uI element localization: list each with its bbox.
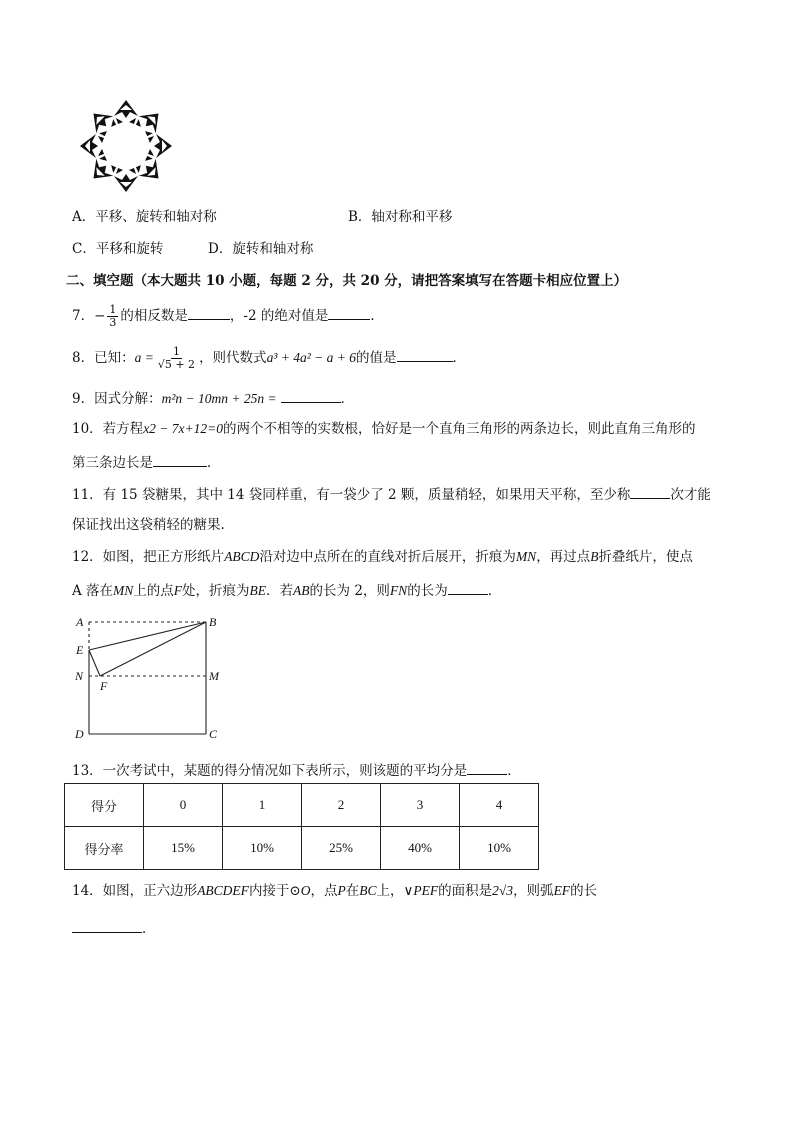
q8-var: a = <box>134 350 154 365</box>
q8-frac-den: √5 + 2 <box>157 358 196 371</box>
q8-text-2: 的值是 <box>356 350 397 366</box>
q9-text: 9．因式分解： <box>72 391 162 407</box>
q7-blank-1[interactable] <box>188 305 230 320</box>
q14-text-c: ，点 <box>310 883 338 899</box>
q14-hexagon: ABCDEF <box>197 883 249 898</box>
q10-end: ． <box>207 455 221 471</box>
section-2-heading: 二、填空题（本大题共 10 小题，每题 2 分，共 20 分，请把答案填写在答题卡相应位置上） <box>66 273 628 289</box>
motif-shape <box>85 105 119 139</box>
q12-text-a: 12．如图，把正方形纸片 <box>72 549 225 565</box>
q12-text-j: 的长为 <box>407 583 448 599</box>
q12-be: BE <box>249 583 267 598</box>
question-12-line-1 <box>72 548 693 566</box>
question-11-line-2 <box>72 516 225 534</box>
table-cell: 15% <box>144 827 223 870</box>
motif-shape <box>85 153 119 187</box>
table-row <box>65 827 539 870</box>
q8-blank[interactable] <box>397 347 453 362</box>
question-7 <box>72 304 384 329</box>
q10-blank[interactable] <box>153 452 207 467</box>
score-table <box>64 783 539 870</box>
label-M: M <box>209 669 219 683</box>
table-cell: 40% <box>381 827 460 870</box>
q13-blank[interactable] <box>467 760 507 775</box>
q12-text-b: 沿对边中点所在的直线对折后展开，折痕为 <box>259 549 516 565</box>
q7-end: ． <box>370 308 384 324</box>
q14-text-e: 上， <box>376 883 404 899</box>
q14-text-h: 的长 <box>570 883 598 899</box>
motif-shape <box>148 134 172 158</box>
q9-end: ． <box>340 391 355 407</box>
q14-text-a: 14．如图，正六边形 <box>72 883 198 899</box>
q12-mn2: MN <box>113 583 134 598</box>
table-cell: 3 <box>381 784 460 827</box>
q10-text-a: 10．若方程 <box>72 421 144 437</box>
q7-text-2: ，-2 的绝对值是 <box>229 308 329 324</box>
q6-option-d: D．旋转和轴对称 <box>208 241 314 257</box>
q12-figure <box>70 612 230 742</box>
question-10-line-2 <box>72 452 221 472</box>
q14-bc: BC <box>359 883 377 898</box>
q8-text-1: ，则代数式 <box>199 350 267 366</box>
question-10-line-1 <box>72 420 696 438</box>
table-cell: 25% <box>302 827 381 870</box>
table-cell: 2 <box>302 784 381 827</box>
q14-end: ． <box>142 921 156 937</box>
q14-blank[interactable] <box>72 918 142 933</box>
q14-p: P <box>337 883 346 898</box>
q12-abcd: ABCD <box>224 549 260 564</box>
table-cell: 4 <box>460 784 539 827</box>
label-B: B <box>209 615 217 629</box>
table-cell: 0 <box>144 784 223 827</box>
q12-text-g: 处，折痕为 <box>182 583 250 599</box>
q6-option-a: A．平移、旋转和轴对称 <box>72 209 217 225</box>
question-11-line-1 <box>72 484 711 504</box>
q12-text-f: 上的点 <box>133 583 174 599</box>
label-D: D <box>75 727 84 741</box>
q11-text-b: 次才能 <box>670 487 711 503</box>
label-E: E <box>76 643 84 657</box>
motif-shape <box>133 153 167 187</box>
q14-text-d: 在 <box>345 883 360 899</box>
motif-shape <box>114 168 138 192</box>
q8-expression: a³ + 4a² − a + 6 <box>266 350 356 365</box>
q7-text-1: 的相反数是 <box>120 308 188 324</box>
table-cell: 10% <box>223 827 302 870</box>
label-C: C <box>209 727 218 741</box>
q14-triangle: ∨PEF <box>403 883 439 898</box>
label-N: N <box>75 669 84 683</box>
q12-b: B <box>590 549 599 564</box>
q10-text-c: 第三条边长是 <box>72 455 153 471</box>
q14-text-g: ，则弧 <box>513 883 554 899</box>
q10-text-b: 的两个不相等的实数根，恰好是一个直角三角形的两条边长，则此直角三角形的 <box>223 421 696 437</box>
question-8 <box>72 346 466 371</box>
q8-number: 8．已知： <box>72 350 135 366</box>
table-cell: 得分率 <box>65 827 144 870</box>
label-F: F <box>100 679 108 693</box>
q11-text-c: 保证找出这袋稍轻的糖果. <box>72 517 225 533</box>
q9-expression: m²n − 10mn + 25n = <box>161 391 277 406</box>
table-cell: 10% <box>460 827 539 870</box>
q12-blank[interactable] <box>448 580 488 595</box>
q13-text: 13．一次考试中，某题的得分情况如下表所示，则该题的平均分是 <box>72 763 468 779</box>
segment-FB <box>100 622 206 676</box>
q8-fraction <box>156 346 197 371</box>
question-14-line-1 <box>72 882 597 900</box>
question-12-line-2 <box>72 580 501 600</box>
motif-shape <box>114 100 138 124</box>
q14-o: O <box>300 883 311 898</box>
q13-end: ． <box>507 763 521 779</box>
q10-equation: x2 − 7x+12=0 <box>143 421 224 436</box>
q14-ef: EF <box>553 883 571 898</box>
table-cell: 1 <box>223 784 302 827</box>
q12-mn: MN <box>515 549 537 564</box>
question-14-line-2 <box>72 918 156 938</box>
q12-text-i: 的长为 2，则 <box>309 583 390 599</box>
q14-text-f: 的面积是 <box>438 883 493 899</box>
q7-frac-num: 1 <box>109 303 117 316</box>
q6-option-row-2 <box>72 240 314 258</box>
q12-f: F <box>173 583 183 598</box>
q11-blank[interactable] <box>630 484 670 499</box>
question-13 <box>72 760 521 780</box>
q7-frac-den: 3 <box>109 316 117 329</box>
q7-blank-2[interactable] <box>328 305 370 320</box>
question-9 <box>72 388 354 408</box>
q8-frac-num: 1 <box>172 345 180 358</box>
q7-sign: − <box>94 308 106 324</box>
q8-end: ． <box>452 350 466 366</box>
rotation-figure <box>70 96 190 196</box>
q12-ab: AB <box>293 583 310 598</box>
segment-EF <box>89 650 100 676</box>
table-row <box>65 784 539 827</box>
q12-fn: FN <box>389 583 408 598</box>
q7-fraction <box>107 304 118 329</box>
q6-option-b: B．轴对称和平移 <box>348 209 453 225</box>
q9-blank[interactable] <box>281 388 341 403</box>
table-cell: 得分 <box>65 784 144 827</box>
q7-number: 7． <box>72 308 95 324</box>
q12-text-h: ．若 <box>266 583 294 599</box>
q12-text-c: ，再过点 <box>536 549 591 565</box>
q14-text-b: 内接于⊙ <box>248 883 301 899</box>
motif-shape <box>80 134 104 158</box>
q11-text-a: 11．有 15 袋糖果，其中 14 袋同样重，有一袋少了 2 颗，质量稍轻，如果用天平称，至少称 <box>72 487 631 503</box>
label-A: A <box>76 615 84 629</box>
segment-EB <box>89 622 206 650</box>
q6-option-c: C．平移和旋转 <box>72 241 164 257</box>
q14-area: 2√3 <box>492 883 514 898</box>
q12-end: ． <box>487 583 502 599</box>
motif-shape <box>133 105 167 139</box>
q12-text-d: 折叠纸片，使点 <box>598 549 693 565</box>
q12-text-e: A 落在 <box>72 583 114 599</box>
q6-option-row-1 <box>72 208 453 226</box>
